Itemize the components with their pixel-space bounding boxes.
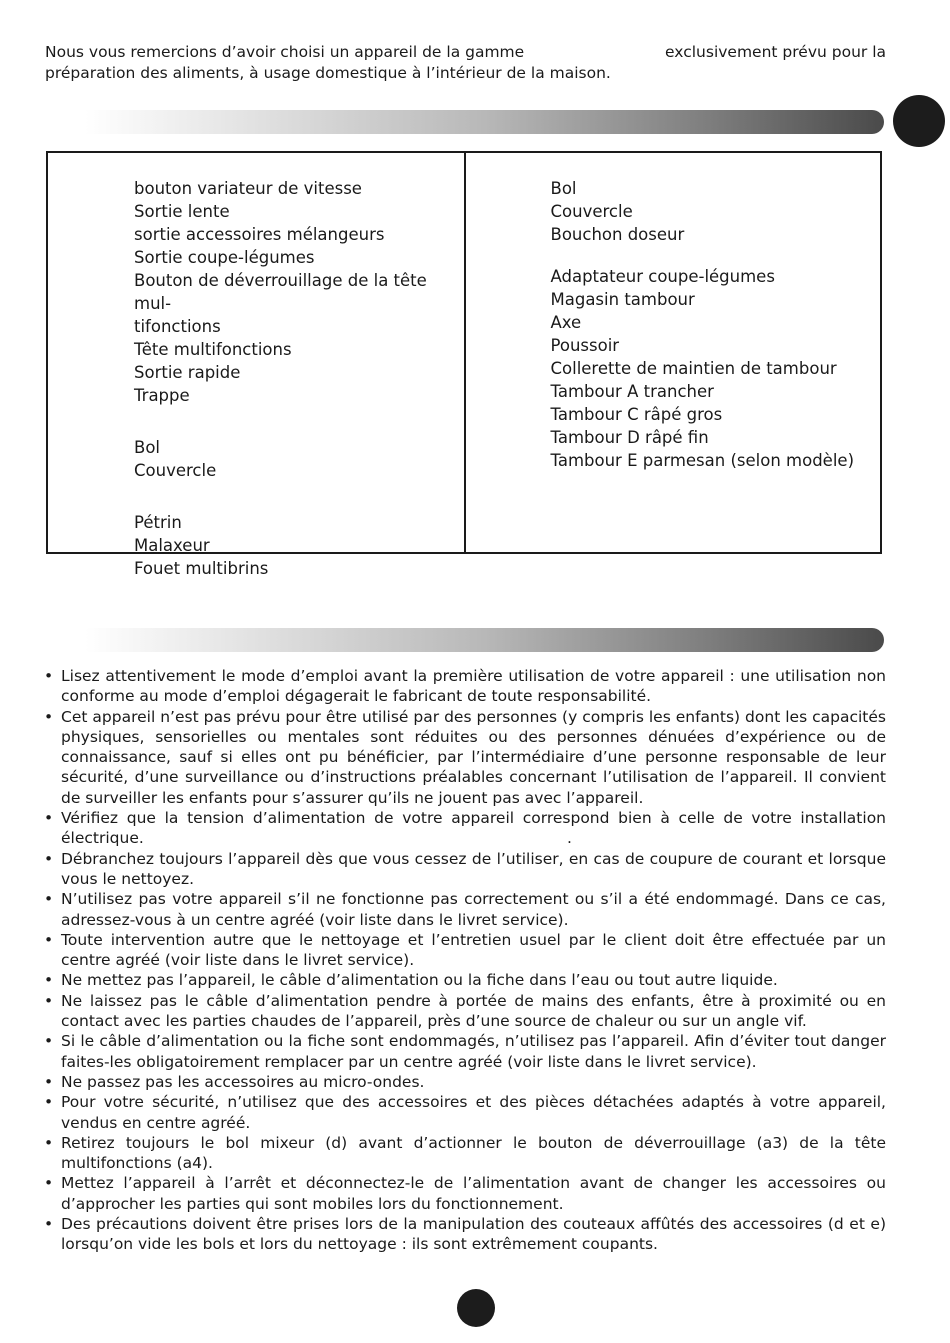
part-item: Couvercle xyxy=(550,202,633,221)
intro-line2: préparation des aliments, à usage domestique à l’intérieur de la maison. xyxy=(45,64,611,82)
page-number-dot xyxy=(457,1289,495,1327)
part-item: Bouton de déverrouillage de la tête mul- xyxy=(134,271,427,313)
part-item: Adaptateur coupe-légumes xyxy=(550,267,775,286)
part-item: Sortie rapide xyxy=(134,363,241,382)
part-item: Magasin tambour xyxy=(550,290,695,309)
safety-item: • Mettez l’appareil à l’arrêt et déconnectez-le de l’alimentation avant de changer les accessoires ou d’approcher les parties qui sont mobiles lors du fonctionnement. xyxy=(44,1173,886,1214)
part-item: Malaxeur xyxy=(134,536,210,555)
part-item: Tambour A trancher xyxy=(550,382,714,401)
part-item: Bol xyxy=(550,179,577,198)
section-header-band-safety xyxy=(85,628,884,652)
safety-item: • Si le câble d’alimentation ou la fiche sont endommagés, n’utilisez pas l’appareil. Afin d’éviter tout danger faites-les obligatoirement remplacer par un centre agréé (voir liste dans le livret service). xyxy=(44,1031,886,1072)
part-item: Fouet multibrins xyxy=(134,559,269,578)
safety-item: • Pour votre sécurité, n’utilisez que des accessoires et des pièces détachées adaptés à votre appareil, vendus en centre agréé. xyxy=(44,1092,886,1133)
part-item: Collerette de maintien de tambour xyxy=(550,359,837,378)
safety-instructions-list xyxy=(44,666,886,1255)
part-item: Couvercle xyxy=(134,461,217,480)
section-header-band-description xyxy=(85,110,884,134)
part-item: Sortie lente xyxy=(134,202,230,221)
part-item: Tambour C râpé gros xyxy=(550,405,723,424)
parts-group-blender xyxy=(551,177,881,246)
intro-paragraph xyxy=(45,42,886,84)
safety-item: • Toute intervention autre que le nettoyage et l’entretien usuel par le client doit être effectuée par un centre agréé (voir liste dans le livret service). xyxy=(44,930,886,971)
part-item: Tambour E parmesan (selon modèle) xyxy=(550,451,855,470)
safety-item: • Lisez attentivement le mode d’emploi avant la première utilisation de votre appareil : une utilisation non conforme au mode d’emploi dégagerait le fabricant de toute responsabilité. xyxy=(44,666,886,707)
parts-group-tools xyxy=(134,511,464,580)
safety-item: • Retirez toujours le bol mixeur (d) avant d’actionner le bouton de déverrouillage (a3) de la tête multifonctions (a4). xyxy=(44,1133,886,1174)
parts-group-vegetable-cutter xyxy=(551,265,881,472)
parts-group-mixing-bowl xyxy=(134,436,464,482)
safety-item: • N’utilisez pas votre appareil s’il ne fonctionne pas correctement ou s’il a été endommagé. Dans ce cas, adressez-vous à un centre agréé (voir liste dans le livret service). xyxy=(44,889,886,930)
safety-item: • Ne passez pas les accessoires au micro-ondes. xyxy=(44,1072,886,1092)
language-tab-dot xyxy=(893,95,945,147)
intro-line1-right: exclusivement prévu pour la xyxy=(665,43,886,61)
part-item: Axe xyxy=(550,313,582,332)
part-item: Tambour D râpé fin xyxy=(550,428,709,447)
part-item: Sortie coupe-légumes xyxy=(134,248,315,267)
parts-table xyxy=(46,151,882,578)
part-item: bouton variateur de vitesse xyxy=(134,179,362,198)
part-item: Bol xyxy=(134,438,160,457)
safety-item: • Vérifiez que la tension d’alimentation de votre appareil correspond bien à celle de votre installation électrique. xyxy=(44,808,886,849)
parts-column-right xyxy=(466,153,881,552)
part-item: sortie accessoires mélangeurs xyxy=(134,225,385,244)
intro-line1-left: Nous vous remercions d’avoir choisi un appareil de la gamme xyxy=(45,43,525,61)
part-item: Trappe xyxy=(134,386,190,405)
part-item: Poussoir xyxy=(550,336,620,355)
parts-column-left xyxy=(48,153,466,578)
safety-item: • Cet appareil n’est pas prévu pour être utilisé par des personnes (y compris les enfants) dont les capacités physiques, sensorielles ou mentales sont réduites ou des personnes dénuées d’expérience ou de connaissance, sauf si elles ont pu bénéficier, par l’intermédiaire d’une personne responsable de leur sécurité, d’une surveillance ou d’instructions préalables concernant l’utilisation de l’appareil. Il convient de surveiller les enfants pour s’assurer qu’ils ne jouent pas avec l’appareil. xyxy=(44,707,886,808)
part-item: Pétrin xyxy=(134,513,182,532)
part-item: tifonctions xyxy=(134,317,221,336)
safety-item: • Ne mettez pas l’appareil, le câble d’alimentation ou la fiche dans l’eau ou tout autre liquide. xyxy=(44,970,886,990)
part-item: Tête multifonctions xyxy=(134,340,292,359)
part-item: Bouchon doseur xyxy=(550,225,685,244)
safety-item: • Des précautions doivent être prises lors de la manipulation des couteaux affûtés des accessoires (d et e) lorsqu’on vide les bols et lors du nettoyage : ils sont extrêmement coupants. xyxy=(44,1214,886,1255)
stray-period: . xyxy=(567,829,572,847)
safety-item: • Ne laissez pas le câble d’alimentation pendre à portée de mains des enfants, être à proximité ou en contact avec les parties chaudes de l’appareil, près d’une source de chaleur ou sur un angle vif. xyxy=(44,991,886,1032)
safety-item: • Débranchez toujours l’appareil dès que vous cessez de l’utiliser, en cas de coupure de courant et lorsque vous le nettoyez. xyxy=(44,849,886,890)
parts-group-main-unit xyxy=(134,177,464,407)
